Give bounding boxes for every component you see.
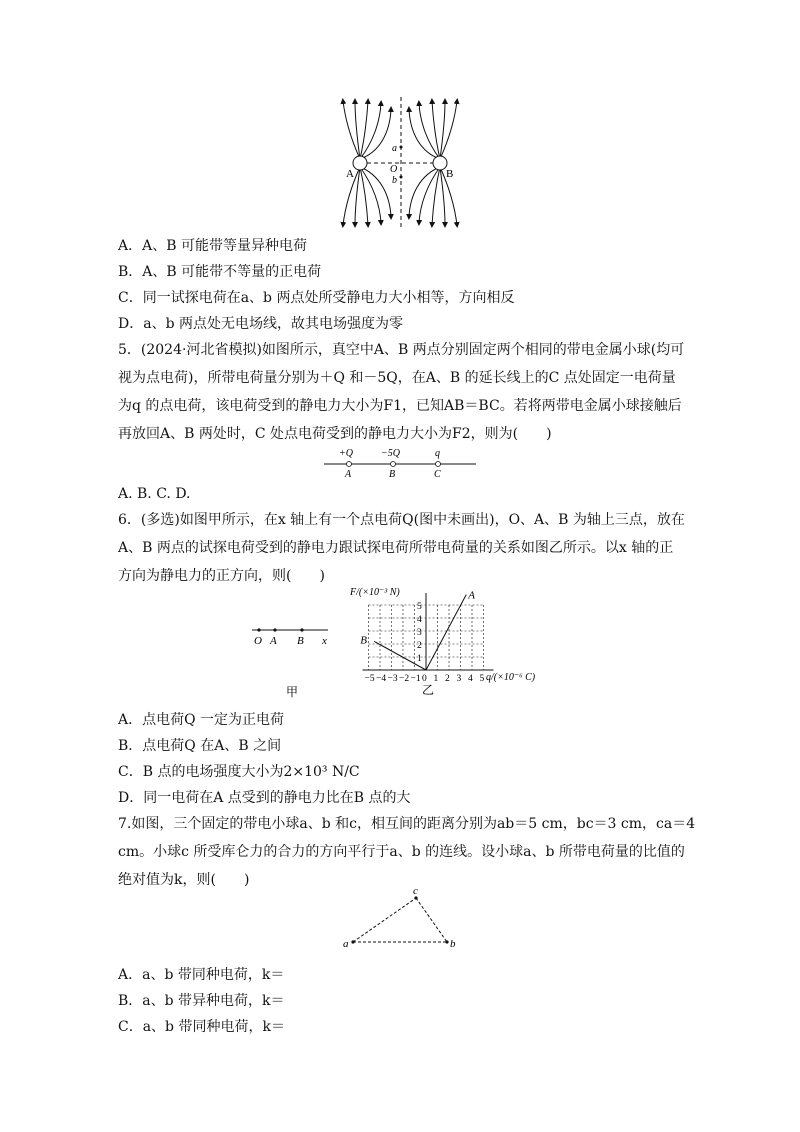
q4-option-a: A．A、B 可能带等量异种电荷 [118,238,307,254]
q5-stem-line3: 为q 的点电荷，该电荷受到的静电力大小为F1，已知AB＝BC。若将两带电金属小球接触后 [118,398,682,414]
q6-option-a: A．点电荷Q 一定为正电荷 [118,712,285,728]
fig1-label-b: b [392,175,397,186]
q6-stem-line2: A、B 两点的试探电荷受到的静电力跟试探电荷所带电荷量的关系如图乙所示。以x 轴的正 [118,540,674,556]
x-tick-label: −5 [364,674,375,684]
q6-figure-jia [250,620,340,700]
fig1-label-O: O [390,164,398,175]
y-tick-label: 2 [417,641,422,651]
fig1-label-B: B [446,168,454,180]
fig1-label-a: a [392,143,397,154]
q6-option-c: C．B 点的电场强度大小为2×10³ N/C [118,764,360,780]
q5-charge-B: −5Q [381,448,400,459]
x-tick-label: 3 [456,674,462,684]
x-tick-label: 5 [479,674,485,684]
q7-stem-line1: 7.如图，三个固定的带电小球a、b 和c，相互间的距离分别为ab＝5 cm，bc＝3 cm，ca＝4 [118,816,696,832]
q5-label-A: A [345,469,352,480]
q5-charges-figure [322,446,478,480]
y-tick-label: 5 [417,602,422,612]
x-tick-label: 2 [445,674,450,684]
q5-options: A. B. C. D. [118,486,191,502]
q5-label-B: B [389,469,396,480]
x-tick-label: −1 [410,674,421,684]
x-tick-label: −4 [376,674,387,684]
q7-option-c: C．a、b 带同种电荷，k＝ [118,1019,285,1035]
chart-xlabel: q/(×10⁻⁶ C) [486,672,536,683]
series-label-A: A [468,589,475,602]
q7-stem-line3: 绝对值为k，则( ) [118,872,250,888]
y-tick-label: 1 [417,654,422,664]
q5-label-C: C [434,469,441,480]
q4-option-d: D．a、b 两点处无电场线，故其电场强度为零 [118,316,403,332]
y-tick-label: 4 [417,615,422,625]
jia-label-A: A [270,635,277,647]
y-tick-label: 3 [417,628,422,638]
jia-label-x: x [322,635,327,647]
series-label-B: B [360,634,367,647]
q7-option-b: B．a、b 带异种电荷，k＝ [118,993,285,1009]
chart-ylabel: F/(×10⁻³ N) [350,587,400,598]
jia-caption: 甲 [286,685,299,699]
q7-label-b: b [450,938,456,950]
q7-label-c: c [413,885,418,897]
q6-stem-line1: 6．(多选)如图甲所示，在x 轴上有一个点电荷Q(图中未画出)，O、A、B 为轴上三点，放在 [118,512,685,528]
q6-stem-line3: 方向为静电力的正方向，则( ) [118,568,325,584]
q7-label-a: a [343,938,349,950]
q7-triangle-figure [340,884,465,954]
q5-stem-line4: 再放回A、B 两处时，C 处点电荷受到的静电力大小为F2，则为( ) [118,426,552,442]
x-tick-label: −3 [387,674,398,684]
q4-option-c: C．同一试探电荷在a、b 两点处所受静电力大小相等，方向相反 [118,290,515,306]
x-tick-label: 1 [433,674,439,684]
q6-option-b: B．点电荷Q 在A、B 之间 [118,738,282,754]
x-tick-label: 0 [422,674,427,684]
chart-caption: 乙 [422,683,435,697]
q5-stem-line1: 5．(2024·河北省模拟)如图所示，真空中A、B 两点分别固定两个相同的带电金属小球(均可 [118,342,685,358]
q5-charge-A: +Q [339,448,353,459]
q6-option-d: D．同一电荷在A 点受到的静电力比在B 点的大 [118,790,411,806]
q4-option-b: B．A、B 可能带不等量的正电荷 [118,264,322,280]
x-tick-label: −2 [399,674,410,684]
jia-label-O: O [254,635,262,647]
jia-label-B: B [297,635,304,647]
q6-chart-yi [346,584,558,699]
x-tick-label: 4 [468,674,473,684]
fig1-label-A: A [346,168,354,180]
q5-charge-C: q [435,448,440,459]
q5-stem-line2: 视为点电荷)，所带电荷量分别为＋Q 和－5Q，在A、B 的延长线上的C 点处固定一电荷量 [118,370,676,386]
q7-stem-line2: cm。小球c 所受库仑力的合力的方向平行于a、b 的连线。设小球a、b 所带电荷量的比值的 [118,844,685,860]
field-lines-figure [335,97,465,232]
q7-option-a: A．a、b 带同种电荷，k＝ [118,967,285,983]
